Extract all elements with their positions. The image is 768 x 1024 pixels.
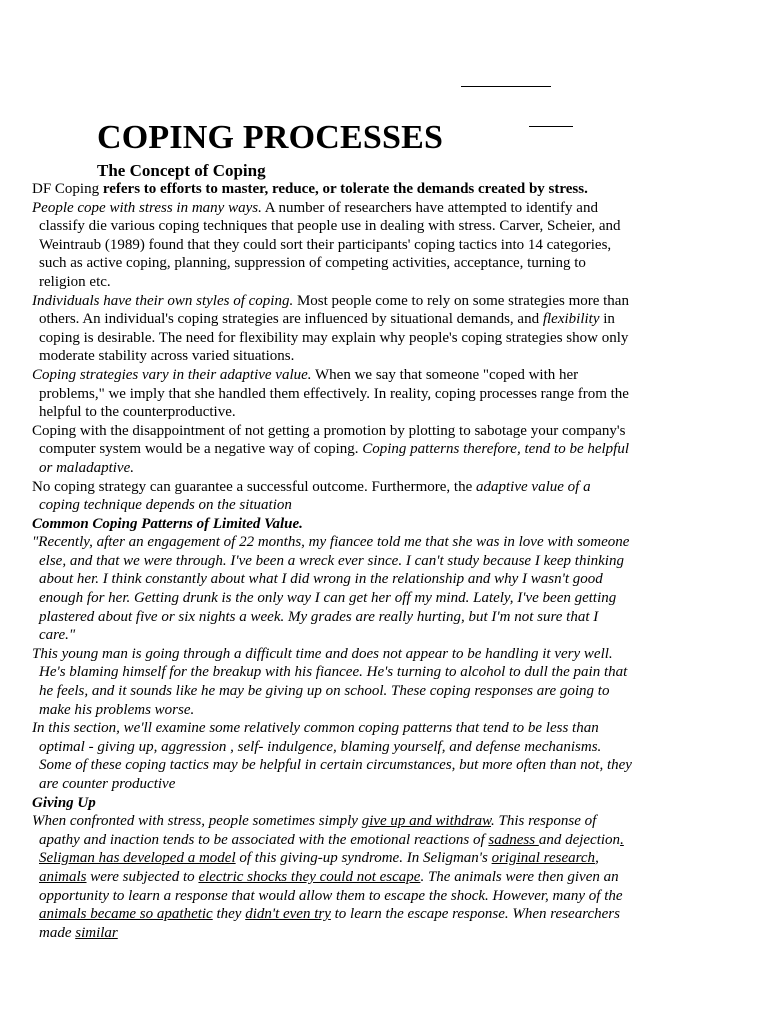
text-span: and dejection (538, 831, 621, 848)
text-span: . The animals were then given an opportunity to learn a response that would allow them to escape the shock. However, many of the (39, 868, 623, 904)
underlined-phrase: sadness (488, 831, 539, 848)
document-body (32, 180, 632, 942)
text-span-italic: Coping patterns therefore, tend to be helpful or maladaptive. (39, 441, 630, 476)
text-span-italic: Individuals have their own styles of coping. (32, 292, 294, 309)
heading-common-patterns: Common Coping Patterns of Limited Value. (32, 515, 303, 532)
underlined-phrase: animals (39, 868, 87, 885)
heading-giving-up: Giving Up (32, 794, 96, 811)
text-span: , (595, 850, 599, 867)
paragraph-cope-ways (32, 199, 632, 292)
underlined-phrase: original research (491, 850, 596, 867)
page-title: COPING PROCESSES (97, 119, 444, 156)
text-span: No coping strategy can guarantee a successful outcome. Furthermore, the (32, 478, 477, 495)
section-subtitle: The Concept of Coping (97, 161, 266, 180)
text-span: to learn the escape response. When researchers made (39, 906, 620, 941)
text-span: When confronted with stress, people sometimes simply (32, 813, 362, 830)
text-span-italic: flexibility (542, 311, 600, 328)
text-span: Coping with the disappointment of not getting a promotion by plotting to sabotage your company's computer system would be a negative way of coping. (32, 422, 626, 458)
text-span: . This response of apathy and inaction tends to be associated with the emotional reactions of (39, 813, 597, 848)
text-span: were subjected to (86, 868, 199, 885)
paragraph-giving-up (32, 812, 632, 942)
text-span: A number of researchers have attempted to identify and classify die various coping techniques that people use in dealing with stress. Carver, Scheier, and Weintraub (1989) found that they could sort their participants' coping tactics into 14 categories, such as active coping, planning, suppression of competing activities, acceptance, turning to religion etc. (39, 199, 621, 290)
paragraph-promotion (32, 422, 632, 478)
text-span-italic: People cope with stress in many ways. (32, 199, 262, 216)
paragraph-section-intro: In this section, we'll examine some relatively common coping patterns that tend to be less than optimal - giving up, aggression , self- indulgence, blaming yourself, and defense mechanisms. Some of these coping tactics may be helpful in certain circumstances, but more often than not, they are counter productive (32, 720, 632, 792)
top-rule-long (461, 86, 551, 87)
paragraph-young-man: This young man is going through a difficult time and does not appear to be handling it very well. He's blaming himself for the breakup with his fiancee. He's turning to alcohol to dull the pain that he feels, and it sounds like he may be giving up on school. These coping responses are going to make his problems worse. (32, 645, 628, 718)
text-span: DF Coping (32, 181, 103, 197)
underlined-phrase: . Seligman has developed a model (39, 831, 624, 867)
underlined-phrase: didn't even try (245, 906, 331, 923)
paragraph-quote: "Recently, after an engagement of 22 months, my fiancee told me that she was in love with someone else, and that we were through. I've been a wreck ever since. I can't study because I keep thinking about her. I think constantly about what I did wrong in the relationship and why I wasn't good enough for her. Getting drunk is the only way I can get her off my mind. Lately, I've been getting plastered about five or six nights a week. My grades are really hurting, but I'm not sure that I care." (32, 534, 630, 644)
paragraph-definition (32, 180, 632, 199)
text-span: they (212, 906, 246, 923)
underlined-phrase: give up and withdraw (361, 813, 491, 830)
text-span-italic: Coping strategies vary in their adaptive value. (32, 366, 312, 383)
text-span: Most people come to rely on some strategies more than others. An individual's coping strategies are influenced by situational demands, and (39, 292, 629, 328)
underlined-phrase: similar (75, 924, 118, 941)
paragraph-styles (32, 292, 632, 366)
text-span: of this giving-up syndrome. In Seligman's (235, 850, 492, 867)
paragraph-adaptive-value (32, 366, 632, 422)
paragraph-no-guarantee (32, 478, 632, 515)
text-span: in coping is desirable. The need for flexibility may explain why people's coping strategies show only moderate stability across varied situations. (39, 311, 629, 365)
underlined-phrase: electric shocks they could not escape (198, 868, 421, 885)
text-span-bold: refers to efforts to master, reduce, or tolerate the demands created by stress. (102, 181, 588, 197)
text-span: When we say that someone "coped with her problems," we imply that she handled them effectively. In reality, coping processes range from the helpful to the counterproductive. (39, 366, 629, 421)
text-span-italic: adaptive value of a coping technique depends on the situation (39, 478, 591, 514)
underlined-phrase: animals became so apathetic (39, 906, 213, 923)
top-rule-short (529, 126, 573, 127)
